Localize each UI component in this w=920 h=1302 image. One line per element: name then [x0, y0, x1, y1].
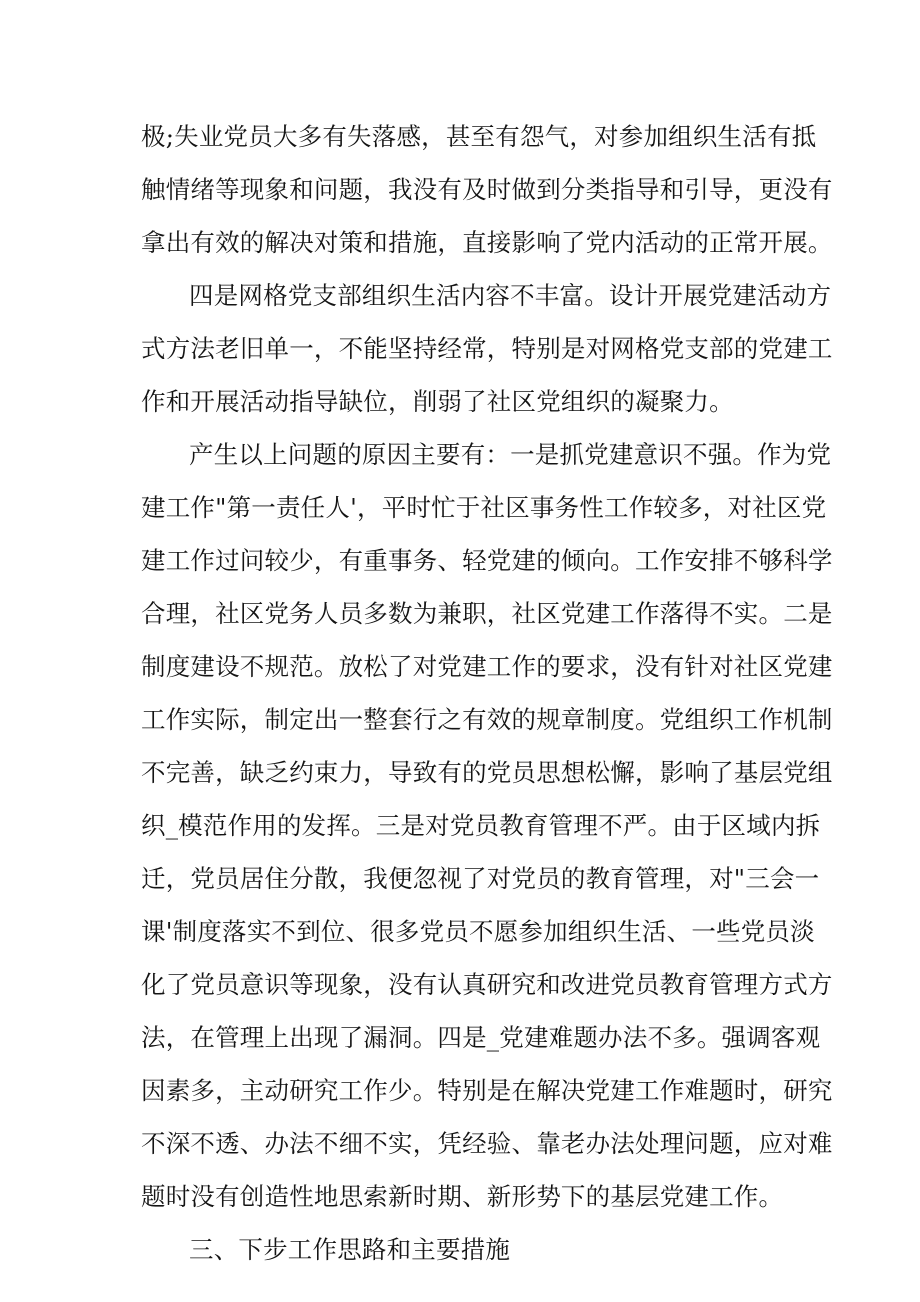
body-text-line: 工作实际，制定出一整套行之有效的规章制度。党组织工作机制 [141, 705, 833, 734]
body-text-line: 法，在管理上出现了漏洞。四是_党建难题办法不多。强调客观 [141, 1023, 821, 1052]
paragraph-start-line: 产生以上问题的原因主要有：一是抓党建意识不强。作为党 [189, 440, 832, 469]
body-text-line: 建工作过问较少，有重事务、轻党建的倾向。工作安排不够科学 [141, 546, 833, 575]
body-text-line: 极;失业党员大多有失落感，甚至有怨气，对参加组织生活有抵 [141, 122, 817, 151]
body-text-line: 拿出有效的解决对策和措施，直接影响了党内活动的正常开展。 [141, 228, 833, 257]
body-text-line: 因素多，主动研究工作少。特别是在解决党建工作难题时，研究 [141, 1076, 833, 1105]
body-text-line: 化了党员意识等现象，没有认真研究和改进党员教育管理方式方 [141, 970, 833, 999]
body-text-line: 不完善，缺乏约束力，导致有的党员思想松懈，影响了基层党组 [141, 758, 833, 787]
body-text-line: 触情绪等现象和问题，我没有及时做到分类指导和引导，更没有 [141, 175, 833, 204]
body-text-line: 织_模范作用的发挥。三是对党员教育管理不严。由于区域内拆 [141, 811, 821, 840]
body-text-line: 合理，社区党务人员多数为兼职，社区党建工作落得不实。二是 [141, 599, 833, 628]
body-text-line: 作和开展活动指导缺位，削弱了社区党组织的凝聚力。 [141, 387, 734, 416]
paragraph-start-line: 四是网格党支部组织生活内容不丰富。设计开展党建活动方 [189, 281, 832, 310]
body-text-line: 式方法老旧单一，不能坚持经常，特别是对网格党支部的党建工 [141, 334, 833, 363]
body-text-line: 建工作"第一责任人'，平时忙于社区事务性工作较多，对社区党 [141, 493, 827, 522]
body-text-line: 课'制度落实不到位、很多党员不愿参加组织生活、一些党员淡 [141, 917, 815, 946]
body-text-line: 迁，党员居住分散，我便忽视了对党员的教育管理，对"三会一 [141, 864, 820, 893]
body-text-line: 不深不透、办法不细不实，凭经验、靠老办法处理问题，应对难 [141, 1129, 833, 1158]
body-text-line: 制度建设不规范。放松了对党建工作的要求，没有针对社区党建 [141, 652, 833, 681]
body-text-line: 题时没有创造性地思索新时期、新形势下的基层党建工作。 [141, 1182, 784, 1211]
section-heading: 三、下步工作思路和主要措施 [189, 1235, 511, 1264]
